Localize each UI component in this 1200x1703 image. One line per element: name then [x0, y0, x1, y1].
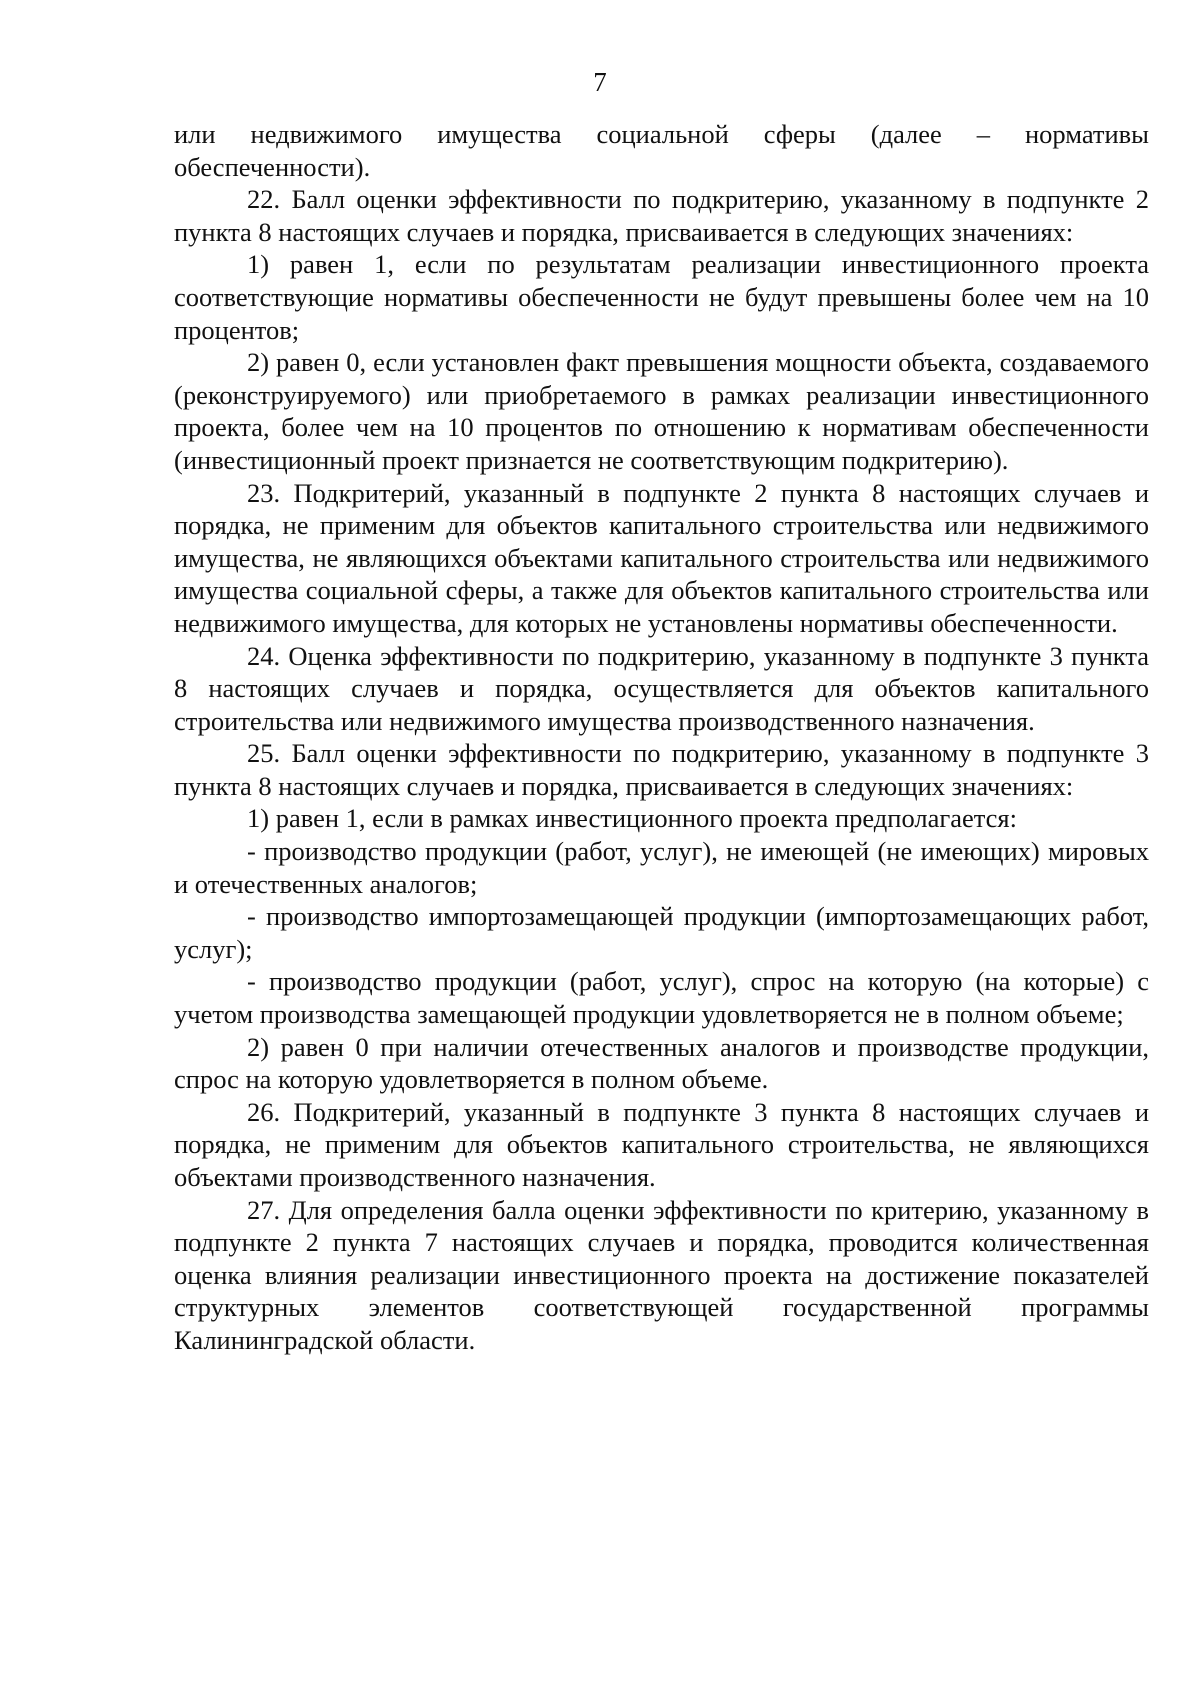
paragraph-24: 24. Оценка эффективности по подкритерию, указанному в подпункте 3 пункта 8 настоящих случаев и порядка, осуществляется для объектов капитального строительства или недвижимого имущества производственного назначения.: [174, 640, 1149, 736]
paragraph-25-item-1-bullet-a: - производство продукции (работ, услуг), не имеющей (не имеющих) мировых и отечественных аналогов;: [174, 836, 1149, 899]
paragraph-25-item-1: 1) равен 1, если в рамках инвестиционного проекта предполагается:: [247, 803, 1017, 834]
document-body: [174, 118, 1149, 1357]
paragraph-22-item-2: 2) равен 0, если установлен факт превышения мощности объекта, создаваемого (реконструируемого) или приобретаемого в рамках реализации инвестиционного проекта, более чем на 10 процентов по отношению к нормативам обеспеченности (инвестиционный проект признается не соответствующим подкритерию).: [174, 347, 1149, 475]
paragraph-23: 23. Подкритерий, указанный в подпункте 2 пункта 8 настоящих случаев и порядка, не применим для объектов капитального строительства или недвижимого имущества, не являющихся объектами капитального строительства или недвижимого имущества социальной сферы, а также для объектов капитального строительства или недвижимого имущества, для которых не установлены нормативы обеспеченности.: [174, 477, 1149, 638]
paragraph-25-item-1-bullet-b: - производство импортозамещающей продукции (импортозамещающих работ, услуг);: [174, 901, 1149, 964]
paragraph-22-item-1: 1) равен 1, если по результатам реализации инвестиционного проекта соответствующие нормативы обеспеченности не будут превышены более чем на 10 процентов;: [174, 249, 1149, 345]
paragraph-continuation: или недвижимого имущества социальной сферы (далее – нормативы обеспеченности).: [174, 119, 1149, 182]
paragraph-27: 27. Для определения балла оценки эффективности по критерию, указанному в подпункте 2 пункта 7 настоящих случаев и порядка, проводится количественная оценка влияния реализации инвестиционного проекта на достижение показателей структурных элементов соответствующей государственной программы Калининградской области.: [174, 1194, 1149, 1355]
paragraph-22: 22. Балл оценки эффективности по подкритерию, указанному в подпункте 2 пункта 8 настоящих случаев и порядка, присваивается в следующих значениях:: [174, 184, 1149, 247]
page-number: 7: [593, 67, 607, 97]
paragraph-26: 26. Подкритерий, указанный в подпункте 3 пункта 8 настоящих случаев и порядка, не применим для объектов капитального строительства, не являющихся объектами производственного назначения.: [174, 1096, 1149, 1192]
paragraph-25-item-1-bullet-c: - производство продукции (работ, услуг), спрос на которую (на которые) с учетом производства замещающей продукции удовлетворяется не в полном объеме;: [174, 966, 1149, 1030]
paragraph-25-item-2: 2) равен 0 при наличии отечественных аналогов и производстве продукции, спрос на которую удовлетворяется в полном объеме.: [174, 1031, 1149, 1095]
paragraph-25: 25. Балл оценки эффективности по подкритерию, указанному в подпункте 3 пункта 8 настоящих случаев и порядка, присваивается в следующих значениях:: [174, 738, 1149, 801]
